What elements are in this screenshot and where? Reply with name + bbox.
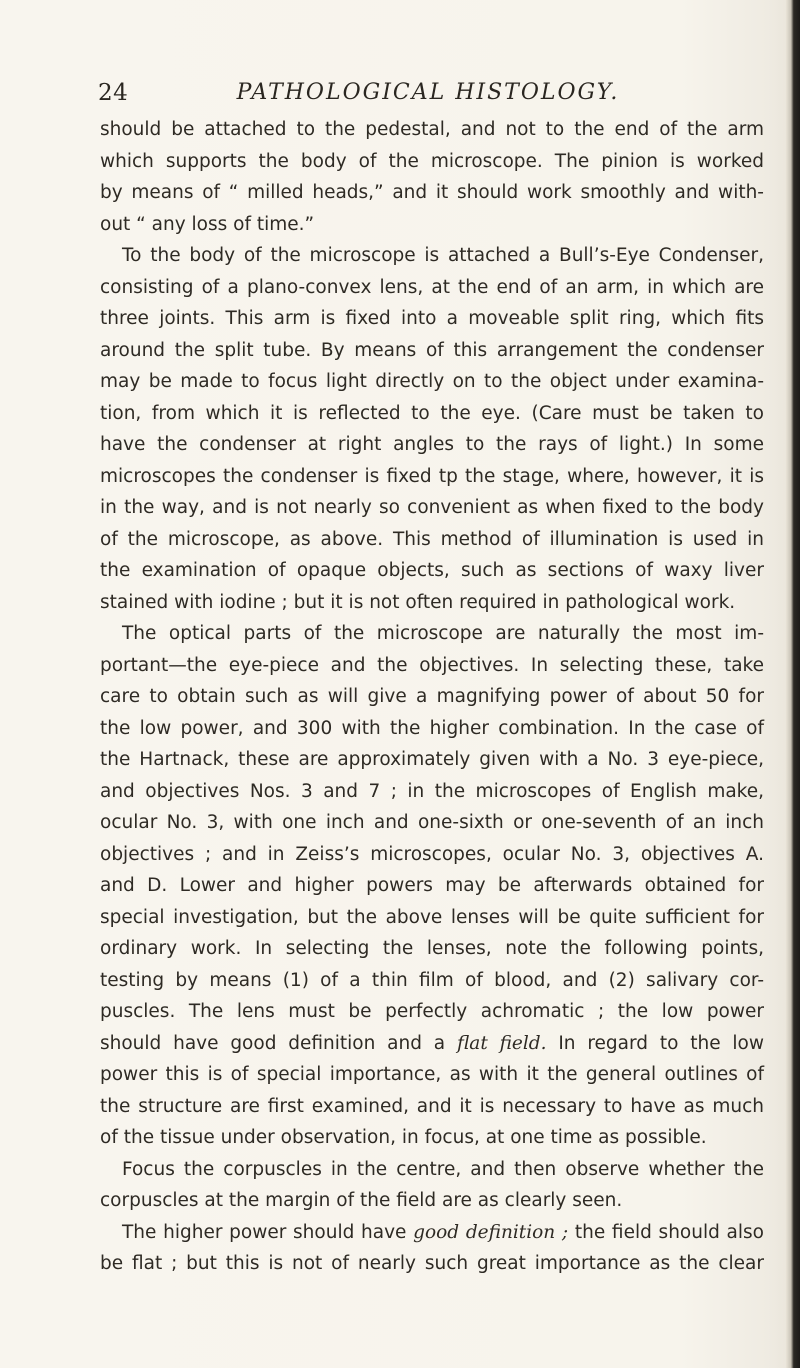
text-line: the structure are first examined, and it is necessary to have as much bbox=[100, 1095, 764, 1117]
italic-phrase: flat field. bbox=[456, 1032, 547, 1054]
text-segment: the field should also bbox=[574, 1221, 764, 1243]
text-line: three joints. This arm is fixed into a moveable split ring, which fits bbox=[100, 308, 764, 329]
running-title: PATHOLOGICAL HISTOLOGY. bbox=[236, 80, 620, 105]
italic-phrase: good definition ; bbox=[413, 1221, 569, 1243]
page-binding-edge bbox=[786, 0, 800, 1368]
text-line: microscopes the condenser is fixed tp the stage, where, however, it is bbox=[100, 465, 764, 487]
text-line: of the microscope, as above. This method of illumination is used in bbox=[100, 528, 764, 550]
text-line: should be attached to the pedestal, and not to the end of the arm bbox=[100, 119, 764, 140]
text-line: the Hartnack, these are approximately given with a No. 3 eye-piece, bbox=[100, 749, 764, 770]
text-segment: The higher power should have bbox=[122, 1221, 407, 1243]
text-line: of the tissue under observation, in focus, at one time as possible. bbox=[100, 1127, 707, 1148]
text-line: which supports the body of the microscope. The pinion is worked bbox=[100, 150, 764, 172]
text-line: stained with iodine ; but it is not often required in pathological work. bbox=[100, 591, 736, 613]
text-line: The optical parts of the microscope are naturally the most im- bbox=[122, 623, 764, 644]
text-line: corpuscles at the margin of the field are as clearly seen. bbox=[100, 1190, 623, 1211]
text-segment: In regard to the low bbox=[558, 1032, 764, 1054]
text-line: special investigation, but the above lenses will be quite sufficient for bbox=[100, 906, 764, 928]
page-number: 24 bbox=[98, 80, 129, 106]
text-line: ocular No. 3, with one inch and one-sixth or one-seventh of an inch bbox=[100, 812, 764, 833]
text-line: the low power, and 300 with the higher combination. In the case of bbox=[100, 717, 764, 739]
text-line-mixed bbox=[100, 1028, 764, 1060]
text-line: and D. Lower and higher powers may be afterwards obtained for bbox=[100, 875, 764, 896]
text-line: and objectives Nos. 3 and 7 ; in the microscopes of English make, bbox=[100, 780, 764, 802]
text-line: ordinary work. In selecting the lenses, note the following points, bbox=[100, 938, 764, 959]
text-line: around the split tube. By means of this arrangement the condenser bbox=[100, 339, 764, 361]
text-line: in the way, and is not nearly so convenient as when fixed to the body bbox=[100, 497, 764, 518]
text-line: portant—the eye-piece and the objectives. In selecting these, take bbox=[100, 654, 764, 676]
text-line: objectives ; and in Zeiss’s microscopes, ocular No. 3, objectives A. bbox=[100, 843, 764, 865]
text-line: power this is of special importance, as with it the general outlines of bbox=[100, 1064, 764, 1085]
text-line: be flat ; but this is not of nearly such great importance as the clear bbox=[100, 1253, 764, 1274]
text-line: testing by means (1) of a thin film of blood, and (2) salivary cor- bbox=[100, 969, 764, 991]
body-text bbox=[100, 114, 764, 1280]
page-header bbox=[98, 80, 758, 114]
text-line: Focus the corpuscles in the centre, and then observe whether the bbox=[122, 1158, 764, 1180]
text-line: have the condenser at right angles to the rays of light.) In some bbox=[100, 434, 764, 455]
text-line: consisting of a plano-convex lens, at the end of an arm, in which are bbox=[100, 276, 764, 298]
text-line: the examination of opaque objects, such as sections of waxy liver bbox=[100, 560, 764, 581]
text-line: may be made to focus light directly on to the object under examina- bbox=[100, 371, 764, 392]
text-line: care to obtain such as will give a magnifying power of about 50 for bbox=[100, 686, 764, 707]
text-line: To the body of the microscope is attached a Bull’s-Eye Condenser, bbox=[122, 245, 764, 266]
text-line: puscles. The lens must be perfectly achromatic ; the low power bbox=[100, 1001, 764, 1022]
text-line: tion, from which it is reflected to the eye. (Care must be taken to bbox=[100, 402, 764, 424]
text-line: out “ any loss of time.” bbox=[100, 213, 315, 235]
text-line-mixed bbox=[100, 1217, 764, 1249]
text-segment: should have good definition and a bbox=[100, 1032, 446, 1054]
text-line: by means of “ milled heads,” and it should work smoothly and with- bbox=[100, 182, 764, 203]
